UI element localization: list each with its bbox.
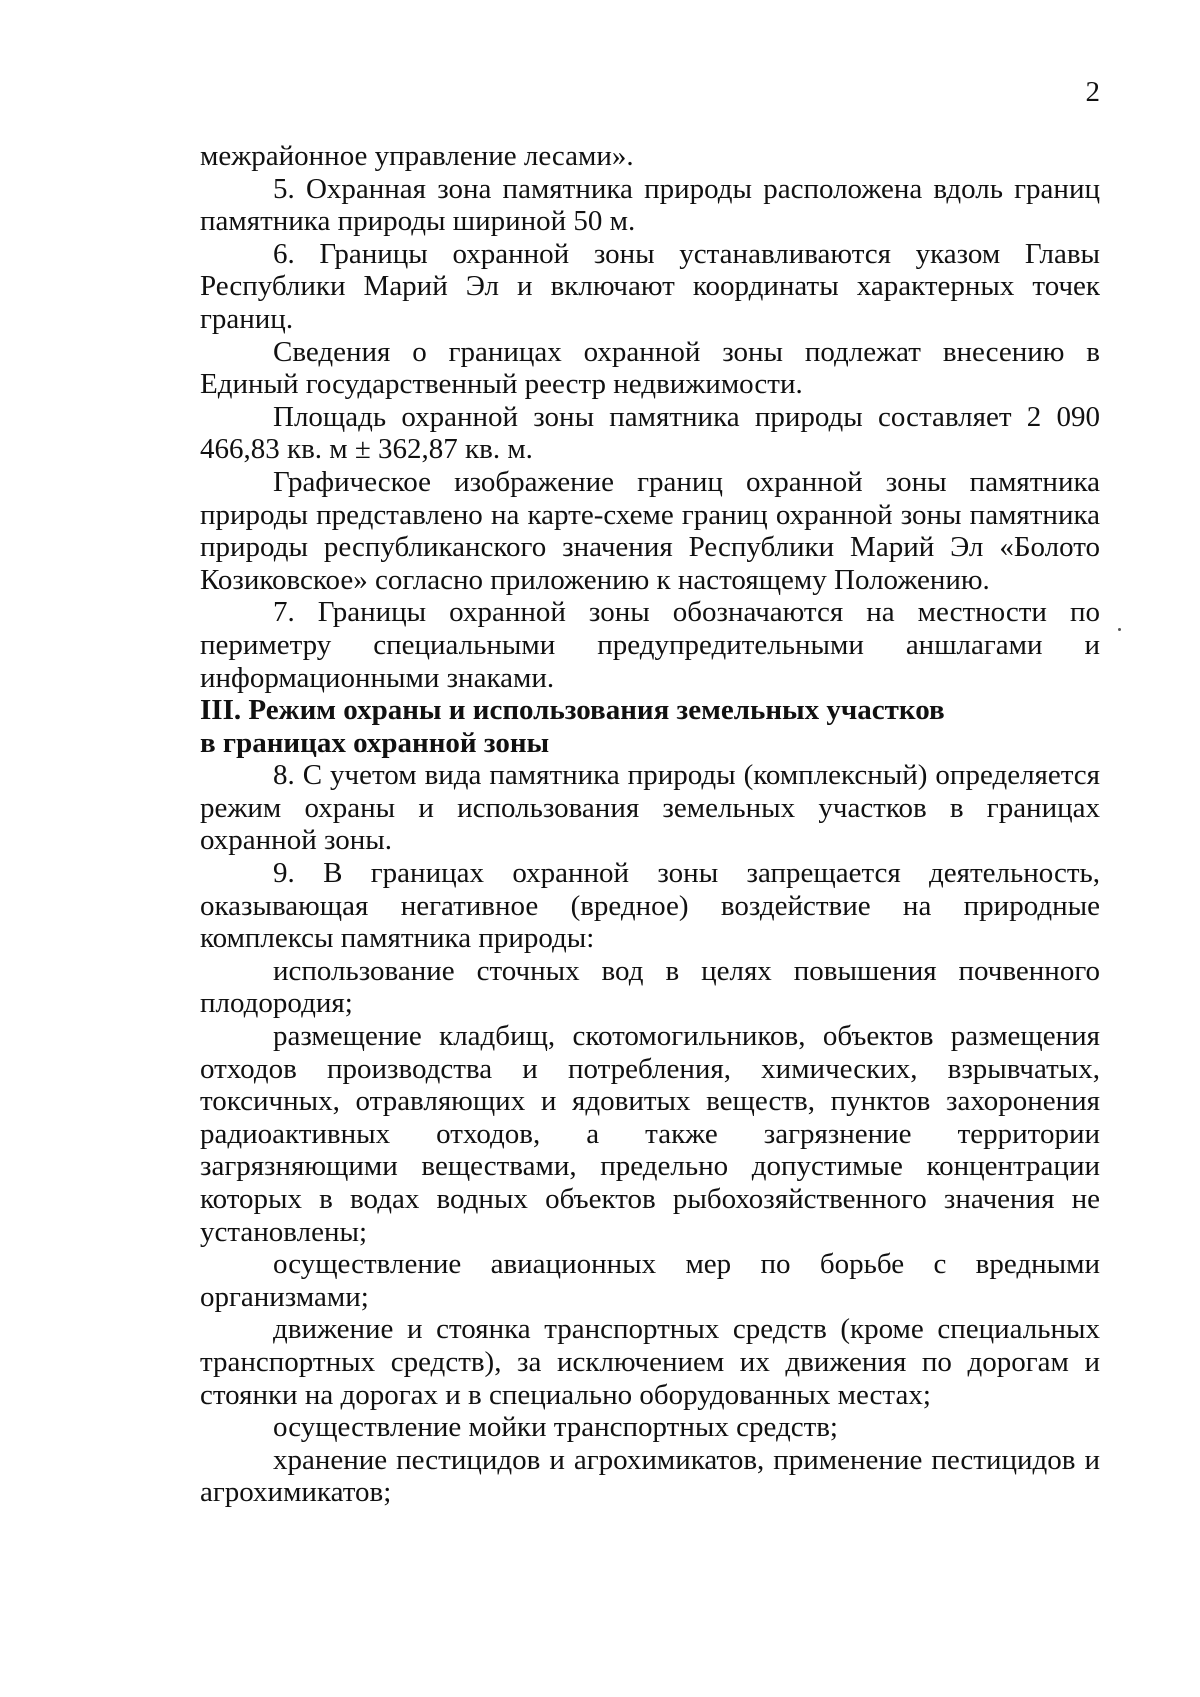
document-body	[200, 140, 1100, 1509]
paragraph: 6. Границы охранной зоны устанавливаются указом Главы Республики Марий Эл и включают координаты характерных точек границ.	[200, 237, 1100, 335]
paragraph: Сведения о границах охранной зоны подлежат внесению в Единый государственный реестр недвижимости.	[200, 335, 1100, 401]
paragraph: осуществление мойки транспортных средств;	[273, 1411, 838, 1444]
paragraph: движение и стоянка транспортных средств (кроме специальных транспортных средств), за исключением их движения по дорогам и стоянки на дорогах и в специально оборудованных местах;	[200, 1313, 1100, 1411]
section-heading	[200, 694, 1100, 759]
paragraph: Графическое изображение границ охранной зоны памятника природы представлено на карте-схеме границ охранной зоны памятника природы республиканского значения Республики Марий Эл «Болото Козиковское» согласно приложению к настоящему Положению.	[200, 465, 1100, 596]
paragraph: 8. С учетом вида памятника природы (комплексный) определяется режим охраны и использования земельных участков в границах охранной зоны.	[200, 759, 1100, 857]
page-number: 2	[1085, 76, 1100, 108]
section-heading-line-1: III. Режим охраны и использования земельных участков	[200, 694, 945, 727]
scan-speck	[1118, 628, 1121, 631]
paragraph: использование сточных вод в целях повышения почвенного плодородия;	[200, 954, 1100, 1020]
paragraph: размещение кладбищ, скотомогильников, объектов размещения отходов производства и потребления, химических, взрывчатых, токсичных, отравляющих и ядовитых веществ, пунктов захоронения радиоактивных отходов, а также загрязнение территории загрязняющими веществами, предельно допустимые концентрации которых в водах водных объектов рыбохозяйственного значения не установлены;	[200, 1020, 1100, 1248]
paragraph: межрайонное управление лесами».	[200, 140, 634, 172]
section-heading-line-2: в границах охранной зоны	[200, 726, 550, 759]
paragraph: 7. Границы охранной зоны обозначаются на местности по периметру специальными предупредительными аншлагами и информационными знаками.	[200, 596, 1100, 694]
paragraphs-top	[200, 140, 1100, 694]
paragraph: хранение пестицидов и агрохимикатов, применение пестицидов и агрохимикатов;	[200, 1443, 1100, 1509]
paragraph: осуществление авиационных мер по борьбе с вредными организмами;	[200, 1248, 1100, 1313]
paragraph: 5. Охранная зона памятника природы расположена вдоль границ памятника природы шириной 50 м.	[200, 172, 1100, 238]
paragraph: 9. В границах охранной зоны запрещается деятельность, оказывающая негативное (вредное) воздействие на природные комплексы памятника природы:	[200, 857, 1100, 955]
paragraphs-bottom	[200, 759, 1100, 1509]
paragraph: Площадь охранной зоны памятника природы составляет 2 090 466,83 кв. м ± 362,87 кв. м.	[200, 400, 1100, 466]
